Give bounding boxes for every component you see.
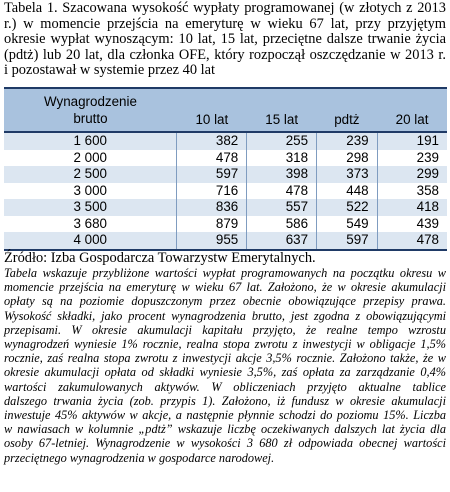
caption-line: i pozostawał w systemie przez 40 lat — [4, 62, 215, 79]
caption-line: okresie wypłat wynoszącym: 10 lat, 15 lat, przeciętne dalsze trwanie życia — [4, 31, 446, 48]
cell-value: 255 — [247, 132, 317, 150]
table-caption — [4, 1, 446, 79]
note-line: wynagrodzeń wyniesie 1% rocznie, realna stopa zwrotu z inwestycji w obligacje 1,5% — [4, 337, 446, 352]
header-15-years: 15 lat — [247, 88, 317, 132]
cell-value: 318 — [247, 150, 317, 167]
header-pdtz: pdtż — [317, 88, 378, 132]
header-10-years: 10 lat — [177, 88, 247, 132]
table-row — [4, 199, 447, 216]
header-salary-line2: brutto — [73, 111, 108, 126]
payout-table — [4, 87, 447, 251]
note-line: dalszego trwania życia (zob. przypis 1). Założono, iż fundusz w okresie akumulacji — [4, 393, 446, 408]
table-row — [4, 232, 447, 250]
cell-value: 191 — [377, 132, 447, 150]
header-20-years: 20 lat — [377, 88, 447, 132]
caption-line: (pdtż) lub 20 lat, dla członka OFE, który rozpoczął oszczędzanie w 2013 r. — [4, 46, 446, 63]
source-line: Źródło: Izba Gospodarcza Towarzystw Emerytalnych. — [4, 250, 316, 266]
cell-salary: 3 680 — [4, 216, 177, 233]
cell-value: 557 — [247, 199, 317, 216]
cell-value: 597 — [177, 166, 247, 183]
table-note — [4, 266, 446, 465]
cell-value: 239 — [377, 150, 447, 167]
caption-line: r.) w momencie przejścia na emeryturę w wieku 67 lat, przy przyjętym — [4, 15, 446, 32]
cell-value: 358 — [377, 183, 447, 200]
cell-value: 716 — [177, 183, 247, 200]
header-salary-line1: Wynagrodzenie — [43, 94, 137, 109]
table-row — [4, 132, 447, 150]
note-line: rocznie, zaś realna stopa zwrotu z inwestycji akcje 3,5% rocznie. Założono także, że w — [4, 351, 446, 366]
note-line: momencie przejścia na emeryturę w wieku 67 lat. Założono, że w okresie akumulacji — [4, 280, 446, 295]
cell-value: 448 — [317, 183, 378, 200]
cell-value: 955 — [177, 232, 247, 250]
cell-value: 478 — [177, 150, 247, 167]
note-line: Tabela wskazuje przybliżone wartości wypłat programowanych na początku okresu w — [4, 266, 446, 280]
cell-value: 373 — [317, 166, 378, 183]
cell-value: 439 — [377, 216, 447, 233]
cell-value: 586 — [247, 216, 317, 233]
note-line: inwestuje 45% aktywów w akcje, a następnie płynnie schodzi do poziomu 15%. Liczba — [4, 408, 446, 423]
note-line: okresie akumulacji opłata od składki wyniesie 3,5%, zaś opłata za zarządzanie 0,4% — [4, 365, 446, 380]
note-line: w nawiasach w kolumnie „pdtż” wskazuje liczbę oczekiwanych dalszych lat życia dla — [4, 422, 446, 437]
cell-value: 522 — [317, 199, 378, 216]
cell-value: 382 — [177, 132, 247, 150]
cell-value: 398 — [247, 166, 317, 183]
table-row — [4, 166, 447, 183]
cell-value: 836 — [177, 199, 247, 216]
cell-salary: 3 000 — [4, 183, 177, 200]
cell-salary: 2 500 — [4, 166, 177, 183]
note-line: osoby 67-letniej. Wynagrodzenie w wysokości 3 680 zł odpowiada obecnej wartości — [4, 436, 446, 451]
note-line: przepisami. W okresie akumulacji kapitału przyjęto, że realne tempo wzrostu — [4, 322, 446, 337]
cell-salary: 2 000 — [4, 150, 177, 167]
note-line: wartości zakumulowanych aktywów. W obliczeniach przyjęto aktualne tablice — [4, 379, 446, 394]
cell-value: 879 — [177, 216, 247, 233]
table-row — [4, 216, 447, 233]
cell-value: 298 — [317, 150, 378, 167]
cell-value: 597 — [317, 232, 378, 250]
table-row — [4, 183, 447, 200]
cell-value: 239 — [317, 132, 378, 150]
header-salary — [4, 88, 177, 132]
header-row — [4, 88, 447, 132]
cell-value: 637 — [247, 232, 317, 250]
cell-salary: 3 500 — [4, 199, 177, 216]
caption-line: Tabela 1. Szacowana wysokość wypłaty programowanej (w złotych z 2013 — [4, 0, 446, 16]
note-line: Wysokość składki, jako procent wynagrodzenia brutto, jest zgodna z obowiązującymi — [4, 308, 446, 323]
cell-value: 299 — [377, 166, 447, 183]
cell-salary: 4 000 — [4, 232, 177, 250]
cell-value: 478 — [377, 232, 447, 250]
cell-value: 418 — [377, 199, 447, 216]
note-line: opłaty są na poziomie dopuszczonym przez obecnie obowiązujące przepisy prawa. — [4, 294, 446, 309]
table-row — [4, 150, 447, 167]
cell-salary: 1 600 — [4, 132, 177, 150]
cell-value: 549 — [317, 216, 378, 233]
cell-value: 478 — [247, 183, 317, 200]
note-line: przeciętnego wynagrodzenia w gospodarce narodowej. — [4, 450, 275, 465]
